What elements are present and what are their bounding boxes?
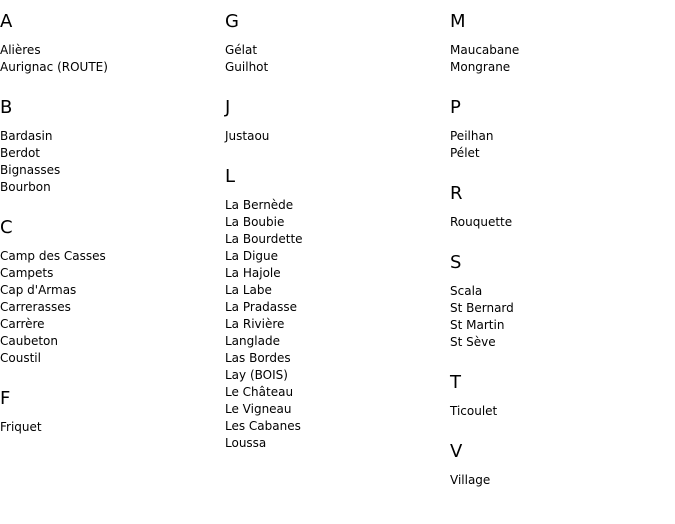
street-link-la-boubie[interactable]: La Boubie — [225, 215, 285, 229]
street-link-friquet[interactable]: Friquet — [0, 420, 42, 434]
street-link-campets[interactable]: Campets — [0, 266, 54, 280]
index-column-1 — [0, 0, 215, 458]
street-link-peilhan[interactable]: Peilhan — [450, 129, 494, 143]
street-link-bignasses[interactable]: Bignasses — [0, 163, 61, 177]
letter-heading-f: F — [0, 388, 11, 409]
letter-heading-l: L — [225, 166, 236, 187]
street-link-coustil[interactable]: Coustil — [0, 351, 41, 365]
letter-heading-m: M — [450, 11, 466, 32]
street-link-rouquette[interactable]: Rouquette — [450, 215, 513, 229]
street-link-st-martin[interactable]: St Martin — [450, 318, 505, 332]
street-list-b — [0, 128, 215, 196]
letter-heading-b: B — [0, 97, 13, 118]
street-list-v — [450, 472, 665, 489]
street-list-t — [450, 403, 665, 420]
street-list-p — [450, 128, 665, 162]
letter-heading-g: G — [225, 11, 239, 32]
street-link-carrere[interactable]: Carrère — [0, 317, 45, 331]
street-link-loussa[interactable]: Loussa — [225, 436, 267, 450]
street-link-las-bordes[interactable]: Las Bordes — [225, 351, 291, 365]
street-link-st-seve[interactable]: St Sève — [450, 335, 496, 349]
letter-heading-a: A — [0, 11, 13, 32]
street-link-mongrane[interactable]: Mongrane — [450, 60, 511, 74]
letter-heading-r: R — [450, 183, 463, 204]
index-column-2 — [225, 0, 440, 474]
street-link-bardasin[interactable]: Bardasin — [0, 129, 53, 143]
street-list-a — [0, 42, 215, 76]
street-list-m — [450, 42, 665, 76]
street-link-village[interactable]: Village — [450, 473, 491, 487]
street-link-carrerasses[interactable]: Carrerasses — [0, 300, 71, 314]
street-list-g — [225, 42, 440, 76]
street-link-caubeton[interactable]: Caubeton — [0, 334, 58, 348]
street-link-pelet[interactable]: Pélet — [450, 146, 480, 160]
street-link-langlade[interactable]: Langlade — [225, 334, 280, 348]
street-list-s — [450, 283, 665, 351]
letter-heading-v: V — [450, 441, 463, 462]
street-list-j — [225, 128, 440, 145]
street-list-l — [225, 197, 440, 452]
street-link-gelat[interactable]: Gélat — [225, 43, 258, 57]
letter-heading-t: T — [450, 372, 461, 393]
street-link-la-riviere[interactable]: La Rivière — [225, 317, 285, 331]
letter-heading-p: P — [450, 97, 461, 118]
street-link-la-bourdette[interactable]: La Bourdette — [225, 232, 303, 246]
street-link-le-vigneau[interactable]: Le Vigneau — [225, 402, 292, 416]
street-list-f — [0, 419, 215, 436]
street-link-bourbon[interactable]: Bourbon — [0, 180, 51, 194]
street-link-les-cabanes[interactable]: Les Cabanes — [225, 419, 301, 433]
street-link-st-bernard[interactable]: St Bernard — [450, 301, 514, 315]
street-link-ticoulet[interactable]: Ticoulet — [450, 404, 498, 418]
letter-heading-j: J — [225, 97, 231, 118]
street-list-r — [450, 214, 665, 231]
street-link-berdot[interactable]: Berdot — [0, 146, 41, 160]
street-link-la-labe[interactable]: La Labe — [225, 283, 272, 297]
street-link-camp-des-casses[interactable]: Camp des Casses — [0, 249, 106, 263]
letter-heading-c: C — [0, 217, 13, 238]
street-link-la-pradasse[interactable]: La Pradasse — [225, 300, 298, 314]
street-link-la-digue[interactable]: La Digue — [225, 249, 279, 263]
street-link-guilhot[interactable]: Guilhot — [225, 60, 269, 74]
street-link-justaou[interactable]: Justaou — [225, 129, 270, 143]
street-link-le-chateau[interactable]: Le Château — [225, 385, 294, 399]
street-link-lay-bois[interactable]: Lay (BOIS) — [225, 368, 288, 382]
index-column-3 — [450, 0, 665, 511]
street-link-cap-d-armas[interactable]: Cap d'Armas — [0, 283, 77, 297]
street-list-c — [0, 248, 215, 367]
street-link-aurignac-route[interactable]: Aurignac (ROUTE) — [0, 60, 108, 74]
letter-heading-s: S — [450, 252, 462, 273]
street-link-scala[interactable]: Scala — [450, 284, 483, 298]
street-link-la-bernede[interactable]: La Bernède — [225, 198, 294, 212]
street-link-alieres[interactable]: Alières — [0, 43, 41, 57]
street-link-maucabane[interactable]: Maucabane — [450, 43, 520, 57]
street-link-la-hajole[interactable]: La Hajole — [225, 266, 281, 280]
